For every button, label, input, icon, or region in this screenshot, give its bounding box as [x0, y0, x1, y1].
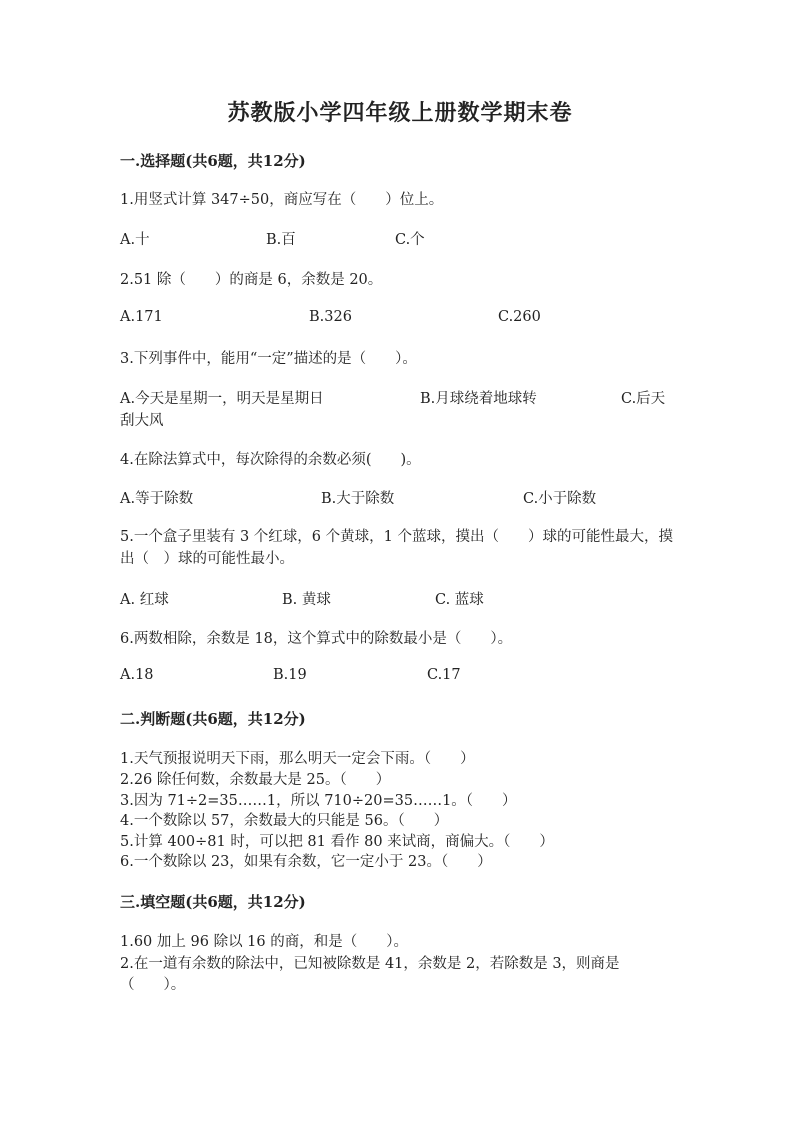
option-a: A.18 — [120, 667, 154, 683]
option-c: C.个 — [395, 232, 425, 248]
option-c: C.后天 — [621, 391, 666, 407]
option-c-continued: 刮大风 — [120, 413, 164, 429]
option-b: B.大于除数 — [321, 491, 395, 507]
judgment-item: 3.因为 71÷2=35……1，所以 710÷20=35……1。（ ） — [120, 793, 517, 809]
option-c: C. 蓝球 — [435, 592, 484, 608]
option-c: C.小于除数 — [523, 491, 597, 507]
question-stem: 1.用竖式计算 347÷50，商应写在（ ）位上。 — [120, 192, 444, 208]
option-a: A.今天是星期一，明天是星期日 — [120, 391, 324, 407]
section-heading-choice: 一.选择题(共6题，共12分) — [120, 152, 306, 170]
option-a: A.171 — [120, 309, 163, 325]
option-b: B.326 — [309, 309, 352, 325]
option-c: C.17 — [427, 667, 461, 683]
question-stem: 4.在除法算式中，每次除得的余数必须( )。 — [120, 452, 421, 468]
option-b: B.19 — [273, 667, 307, 683]
fill-blank-item: 1.60 加上 96 除以 16 的商，和是（ ）。 — [120, 934, 408, 950]
judgment-item: 4.一个数除以 57，余数最大的只能是 56。（ ） — [120, 813, 449, 829]
option-a: A.等于除数 — [120, 491, 194, 507]
section-heading-fill-blank: 三.填空题(共6题，共12分) — [120, 893, 306, 911]
option-b: B. 黄球 — [282, 592, 331, 608]
question-stem: 6.两数相除，余数是 18，这个算式中的除数最小是（ ）。 — [120, 631, 513, 647]
option-c: C.260 — [498, 309, 541, 325]
option-b: B.百 — [266, 232, 296, 248]
fill-blank-item: 2.在一道有余数的除法中，已知被除数是 41，余数是 2，若除数是 3，则商是 — [120, 956, 620, 972]
page-title: 苏教版小学四年级上册数学期末卷 — [227, 100, 573, 126]
option-a: A. 红球 — [120, 592, 169, 608]
question-stem: 5.一个盒子里装有 3 个红球，6 个黄球，1 个蓝球，摸出（ ）球的可能性最大，摸出（ ）球的可能性最小。 — [120, 529, 673, 567]
judgment-item: 6.一个数除以 23，如果有余数，它一定小于 23。（ ） — [120, 854, 492, 870]
option-b: B.月球绕着地球转 — [420, 391, 537, 407]
section-heading-judgment: 二.判断题(共6题，共12分) — [120, 710, 306, 728]
option-a: A.十 — [120, 232, 150, 248]
question-stem: 2.51 除（ ）的商是 6，余数是 20。 — [120, 272, 383, 288]
question-stem: 3.下列事件中，能用“一定”描述的是（ ）。 — [120, 351, 417, 367]
judgment-item: 1.天气预报说明天下雨，那么明天一定会下雨。（ ） — [120, 751, 475, 767]
fill-blank-item-continued: （ ）。 — [120, 977, 186, 993]
judgment-item: 2.26 除任何数，余数最大是 25。（ ） — [120, 772, 391, 788]
judgment-item: 5.计算 400÷81 时，可以把 81 看作 80 来试商，商偏大。（ ） — [120, 834, 554, 850]
